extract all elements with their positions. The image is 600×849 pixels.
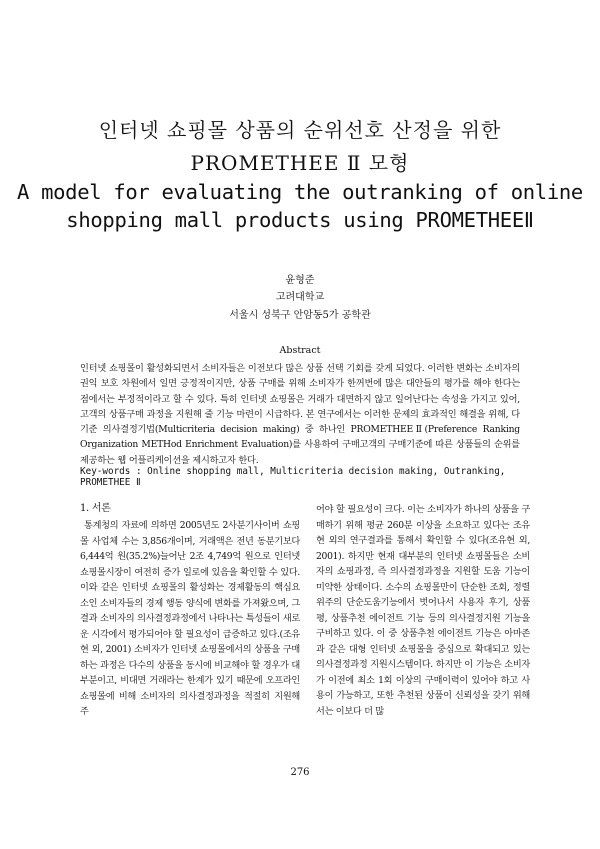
address: 서울시 성북구 안암동5가 공학관 [229, 310, 371, 321]
keywords: Key-words : Online shopping mall, Multicriteria decision making, Outranking, PROMETHEE Ⅱ [80, 466, 506, 488]
section-heading: 1. 서론 [80, 503, 111, 514]
abstract-text: 인터넷 쇼핑몰이 활성화되면서 소비자들은 이전보다 많은 상품 선택 기회를 갖게 되었다. 이러한 변화는 소비자의 권익 보호 차원에서 일면 긍정적이지만, 상품 구매를 위해 소비자가 한꺼번에 많은 대안들의 평가를 해야 한다는 점에서는 부정적이라고 할 수 있다. 특히 인터넷 쇼핑몰은 거래가 대면하지 않고 일어난다는 속성을 가지고 있어, 고객의 상품구매 과정을 지원해 줄 기능 마련이 시급하다. 본 연구에서는 이러한 문제의 효과적인 해결을 위해, 다기준 의사결정기법(Multicriteria decision making) 중 하나인 PROMETHEEⅡ(Preference Ranking Organization METHod Enrichment Evaluation)를 사용하여 구매고객의 구매기준에 따른 상품들의 순위를 제공하는 웹 어플리케이션을 제시하고자 한다. [80, 363, 520, 466]
title-ko-line2: PROMETHEE Ⅱ 모형 [190, 151, 410, 175]
body-right-paragraph: 어야 할 필요성이 크다. 이는 소비자가 하나의 상품을 구매하기 위해 평균 260분 이상을 소요하고 있다는 조유현 외의 연구결과를 통해서 확인할 수 있다(조유현 외, 2001). 하지만 현재 대부분의 인터넷 쇼핑몰들은 소비자의 쇼핑과정, 즉 의사결정과정을 지원할 도움 기능이 미약한 상태이다. 소수의 쇼핑몰만이 단순한 조회, 정렬 위주의 단순도움기능에서 벗어나서 사용자 후기, 상품평, 상품추천 에이전트 기능 등의 의사결정지원 기능을 구비하고 있다. 이 중 상품추천 에이전트 기능은 아마존과 같은 대형 인터넷 쇼핑몰을 중심으로 확대되고 있는 의사결정과정 지원시스템이다. 하지만 이 기능은 소비자가 이전에 최소 1회 이상의 구매이력이 있어야 하고 사용이 가능하고, 또한 추천된 상품이 신뢰성을 갖기 위해서는 이보다 더 많 [316, 504, 530, 717]
title-en-line1: A model for evaluating the outranking of online [17, 180, 583, 204]
title-en-line2: shopping mall products using PROMETHEEⅡ [66, 208, 534, 232]
body-right-column [316, 502, 530, 719]
body-left-column [80, 518, 300, 720]
affiliation: 고려대학교 [275, 292, 325, 303]
title-ko-line1: 인터넷 쇼핑몰 상품의 순위선호 산정을 위한 [98, 118, 502, 142]
author: 윤형준 [285, 275, 315, 286]
page-number: 276 [290, 767, 310, 778]
abstract-heading: Abstract [279, 345, 321, 356]
body-left-paragraph: 통계청의 자료에 의하면 2005년도 2사분기사이버 쇼핑몰 사업체 수는 3,856개이며, 거래액은 전년 동분기보다 6,444억 원(35.2%)늘어난 2조 4,749억 원으로 인터넷 쇼핑몰시장이 여전히 증가 일로에 있음을 확인할 수 있다. 이와 같은 인터넷 쇼핑몰의 활성화는 경제활동의 핵심요소인 소비자들의 경제 행동 양식에 변화를 가져왔으며, 그 결과 소비자의 의사결정과정에서 나타나는 특성들이 새로운 시각에서 평가되어야 할 필요성이 급증하고 있다.(조유현 외, 2001) 소비자가 인터넷 쇼핑몰에서의 상품을 구매하는 과정은 다수의 상품을 동시에 비교해야 할 경우가 대부분이고, 비대면 거래라는 한계가 있기 때문에 오프라인 쇼핑몰에 비해 소비자의 의사결정과정을 적절히 지원해 주 [80, 520, 300, 717]
